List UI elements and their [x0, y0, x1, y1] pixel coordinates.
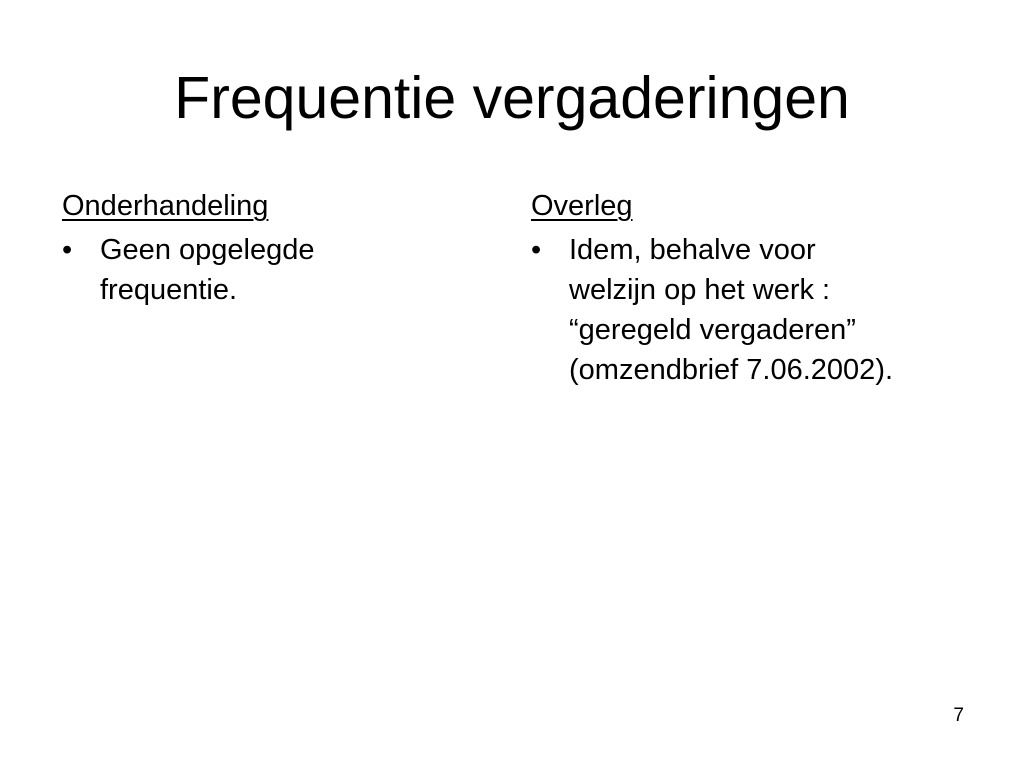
- bullet-text: Geen opgelegde frequentie.: [100, 234, 315, 306]
- right-column-heading: Overleg: [531, 190, 633, 222]
- slide-number: 7: [953, 705, 964, 726]
- list-item: [531, 230, 951, 390]
- bullet-icon: •: [531, 234, 542, 266]
- slide-title: Frequentie vergaderingen: [174, 65, 850, 131]
- left-bullet-list: [62, 230, 482, 310]
- right-column: [531, 186, 951, 390]
- right-bullet-list: [531, 230, 951, 390]
- list-item: [62, 230, 482, 310]
- left-column: [62, 186, 482, 310]
- left-column-heading: Onderhandeling: [62, 190, 269, 222]
- bullet-icon: •: [62, 234, 73, 266]
- bullet-text: Idem, behalve voor welzijn op het werk : “geregeld vergaderen” (omzendbrief 7.06.2002).: [569, 234, 894, 386]
